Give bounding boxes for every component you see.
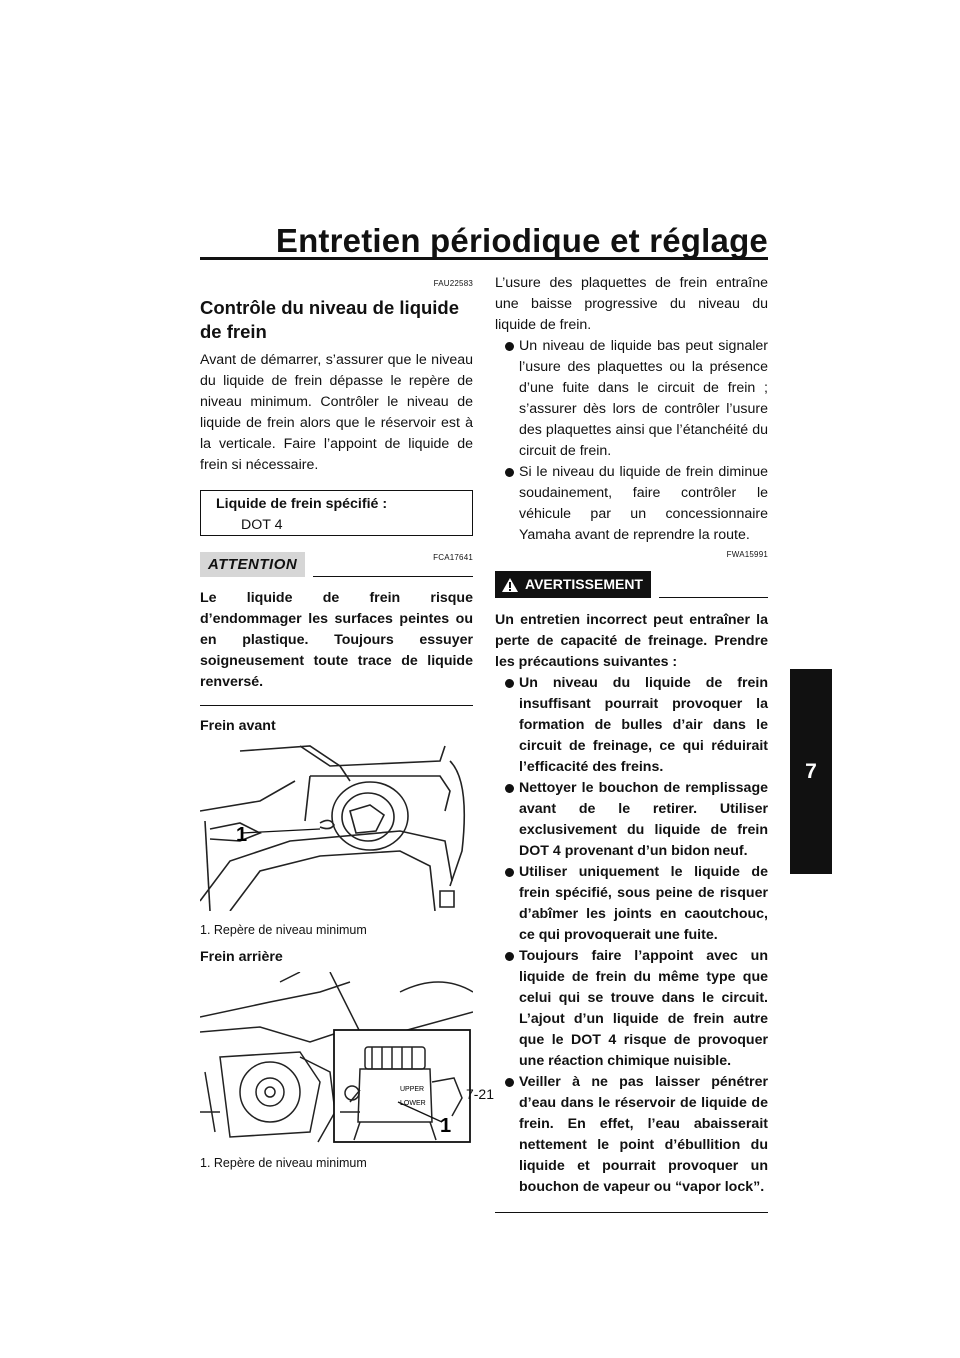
- warning-bullet-text: Un niveau du liquide de frein insuffisant pourrait provoquer la formation de bulles d’air dans le circuit de freinage, ce qui réduirait l’efficacité des freins.: [519, 675, 768, 775]
- front-brake-caption: 1. Repère de niveau minimum: [200, 923, 367, 937]
- front-brake-figure: [200, 741, 473, 918]
- spec-label: Liquide de frein spécifié :: [216, 496, 388, 512]
- bullet-text: Si le niveau du liquide de frein diminue soudainement, faire contrôler le véhicule par un concessionnaire Yamaha avant de reprendre la route.: [519, 464, 768, 543]
- right-column: [495, 273, 768, 1213]
- rear-brake-caption: 1. Repère de niveau minimum: [200, 1156, 367, 1170]
- bullet-dot: [505, 673, 519, 778]
- warning-code: FWA15991: [726, 550, 768, 559]
- list-item: [505, 946, 768, 1072]
- warning-bullet-text: Veiller à ne pas laisser pénétrer d’eau dans le réservoir de liquide de frein. En effet, l’eau abaisserait nettement le point d’ébullition du liquide et pourrait provoquer un bouchon de vapeur ou “vapor lock”.: [519, 1074, 768, 1195]
- bullet-dot: [505, 946, 519, 1072]
- warning-header: [495, 571, 768, 598]
- attention-badge: ATTENTION: [200, 552, 305, 577]
- bullet-text: Un niveau de liquide bas peut signaler l’usure des plaquettes ou la présence d’une fuite dans le circuit de frein ; s’assurer dès lors de contrôler l’usure des plaquettes ainsi que l’étanchéité du circuit de frein.: [519, 338, 768, 459]
- attention-rule: [313, 576, 473, 577]
- page-number: 7-21: [465, 1086, 495, 1102]
- rear-brake-illustration: [200, 972, 473, 1144]
- intro-paragraph: Avant de démarrer, s’assurer que le niveau du liquide de frein dépasse le repère de niveau minimum. Contrôler le niveau de liquide de frein alors que le réservoir est à la verticale. Faire l’appoint de liquide de frein si nécessaire.: [200, 352, 473, 473]
- bullet-dot: [505, 778, 519, 862]
- warning-triangle-icon: [501, 577, 519, 593]
- upper-mark-label: UPPER: [400, 1086, 425, 1093]
- rear-brake-heading: Frein arrière: [200, 949, 283, 965]
- lower-mark-label: LOWER: [400, 1100, 426, 1107]
- front-brake-heading: Frein avant: [200, 718, 276, 734]
- wear-intro-paragraph: L’usure des plaquettes de frein entraîne une baisse progressive du niveau du liquide de frein.: [495, 275, 768, 333]
- bullet-dot: [505, 462, 519, 546]
- attention-code: FCA17641: [433, 553, 473, 562]
- rear-figure-callout: 1: [440, 1115, 452, 1137]
- header-rule: [200, 257, 768, 260]
- chapter-tab: 7: [790, 669, 832, 874]
- warning-end-rule: [495, 1212, 768, 1213]
- bullet-dot: [505, 336, 519, 462]
- bullet-dot: [505, 862, 519, 946]
- warning-intro: Un entretien incorrect peut entraîner la perte de capacité de freinage. Prendre les précautions suivantes :: [495, 612, 768, 670]
- section-title: Contrôle du niveau de liquide de frein: [200, 297, 460, 342]
- front-figure-callout: 1: [236, 824, 248, 846]
- warning-rule: [659, 597, 768, 598]
- spec-value: DOT 4: [241, 517, 283, 533]
- attention-text: Le liquide de frein risque d’endommager les surfaces peintes ou en plastique. Toujours essuyer soigneusement toute trace de liquide renversé.: [200, 590, 473, 690]
- rear-brake-figure: [200, 972, 473, 1151]
- front-brake-illustration: [200, 741, 473, 911]
- spec-box: [200, 490, 473, 536]
- list-item: [505, 462, 768, 546]
- list-item: [505, 778, 768, 862]
- section-code: FAU22583: [433, 279, 473, 288]
- warning-badge: [495, 571, 651, 598]
- list-item: [505, 336, 768, 462]
- warning-bullet-text: Utiliser uniquement le liquide de frein spécifié, sous peine de risquer d’abîmer les joints en caoutchouc, ce qui provoquerait une fuite.: [519, 864, 768, 943]
- page-header-title: Entretien périodique et réglage: [275, 222, 768, 259]
- list-item: [505, 862, 768, 946]
- warning-bullet-text: Nettoyer le bouchon de remplissage avant de le retirer. Utiliser exclusivement du liquide de frein DOT 4 provenant d’un bidon neuf.: [519, 780, 768, 859]
- left-column: [200, 273, 473, 1174]
- list-item: [505, 673, 768, 778]
- warning-bullet-text: Toujours faire l’appoint avec un liquide de frein du même type que celui qui se trouve dans le circuit. L’ajout d’un liquide de frein autre que le DOT 4 risque de provoquer une réaction chimique nuisible.: [519, 948, 768, 1069]
- warning-label: AVERTISSEMENT: [525, 576, 643, 592]
- attention-end-rule: [200, 705, 473, 706]
